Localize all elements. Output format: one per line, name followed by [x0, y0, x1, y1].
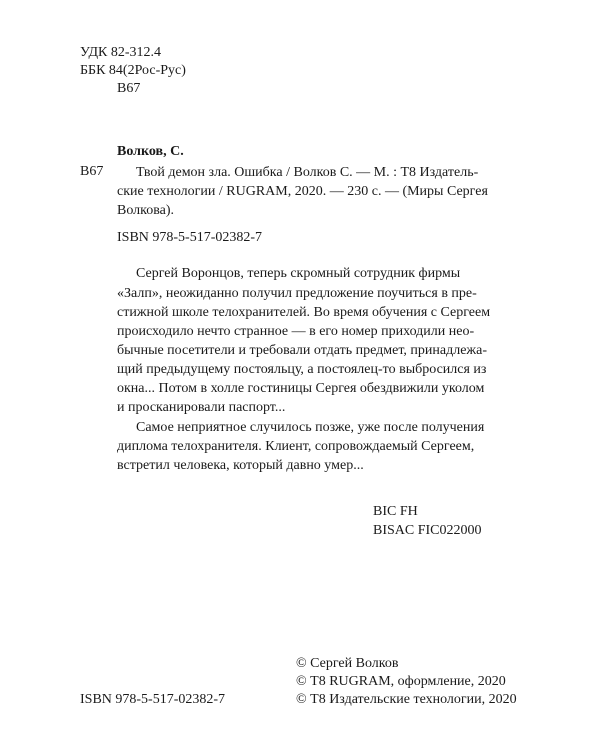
bic-code: BIC FH [373, 504, 418, 519]
catalog-isbn: ISBN 978-5-517-02382-7 [117, 230, 263, 245]
author-mark: В67 [117, 81, 141, 96]
annotation-p2-line-2: диплома телохранителя. Клиент, сопровождаемый Сергеем, [117, 439, 475, 454]
udk-code: УДК 82-312.4 [80, 45, 162, 60]
annotation-p1-line-2: «Залп», неожиданно получил предложение поучиться в пре- [117, 286, 477, 301]
annotation-p1-line-7: окна... Потом в холле гостиницы Сергея обездвижили уколом [117, 381, 485, 396]
copyright-publisher: © Т8 Издательские технологии, 2020 [296, 692, 517, 707]
annotation-p2-line-3: встретил человека, который давно умер... [117, 458, 364, 473]
copyright-author: © Сергей Волков [296, 656, 399, 671]
bisac-code: BISAC FIC022000 [373, 523, 482, 538]
copyright-design: © Т8 RUGRAM, оформление, 2020 [296, 674, 506, 689]
catalog-line-3: Волкова). [117, 203, 175, 218]
annotation-p2-line-1: Самое неприятное случилось позже, уже после получения [136, 420, 485, 435]
bbk-code: ББК 84(2Рос-Рус) [80, 63, 186, 78]
annotation-p1-line-6: щий предыдущему постояльцу, а постоялец-то выбросился из [117, 362, 487, 377]
catalog-line-1: Твой демон зла. Ошибка / Волков С. — М. : Т8 Издатель- [136, 165, 479, 180]
annotation-p1-line-1: Сергей Воронцов, теперь скромный сотрудник фирмы [136, 266, 461, 281]
annotation-p1-line-8: и просканировали паспорт... [117, 400, 286, 415]
annotation-p1-line-4: происходило нечто странное — в его номер приходили нео- [117, 324, 475, 339]
annotation-p1-line-3: стижной школе телохранителей. Во время обучения с Сергеем [117, 305, 491, 320]
annotation-p1-line-5: бычные посетители и требовали отдать предмет, принадлежа- [117, 343, 487, 358]
catalog-mark: В67 [80, 164, 104, 179]
author-heading: Волков, С. [117, 144, 184, 159]
catalog-line-2: ские технологии / RUGRAM, 2020. — 230 с. — (Миры Сергея [117, 184, 488, 199]
footer-isbn: ISBN 978-5-517-02382-7 [80, 692, 226, 707]
